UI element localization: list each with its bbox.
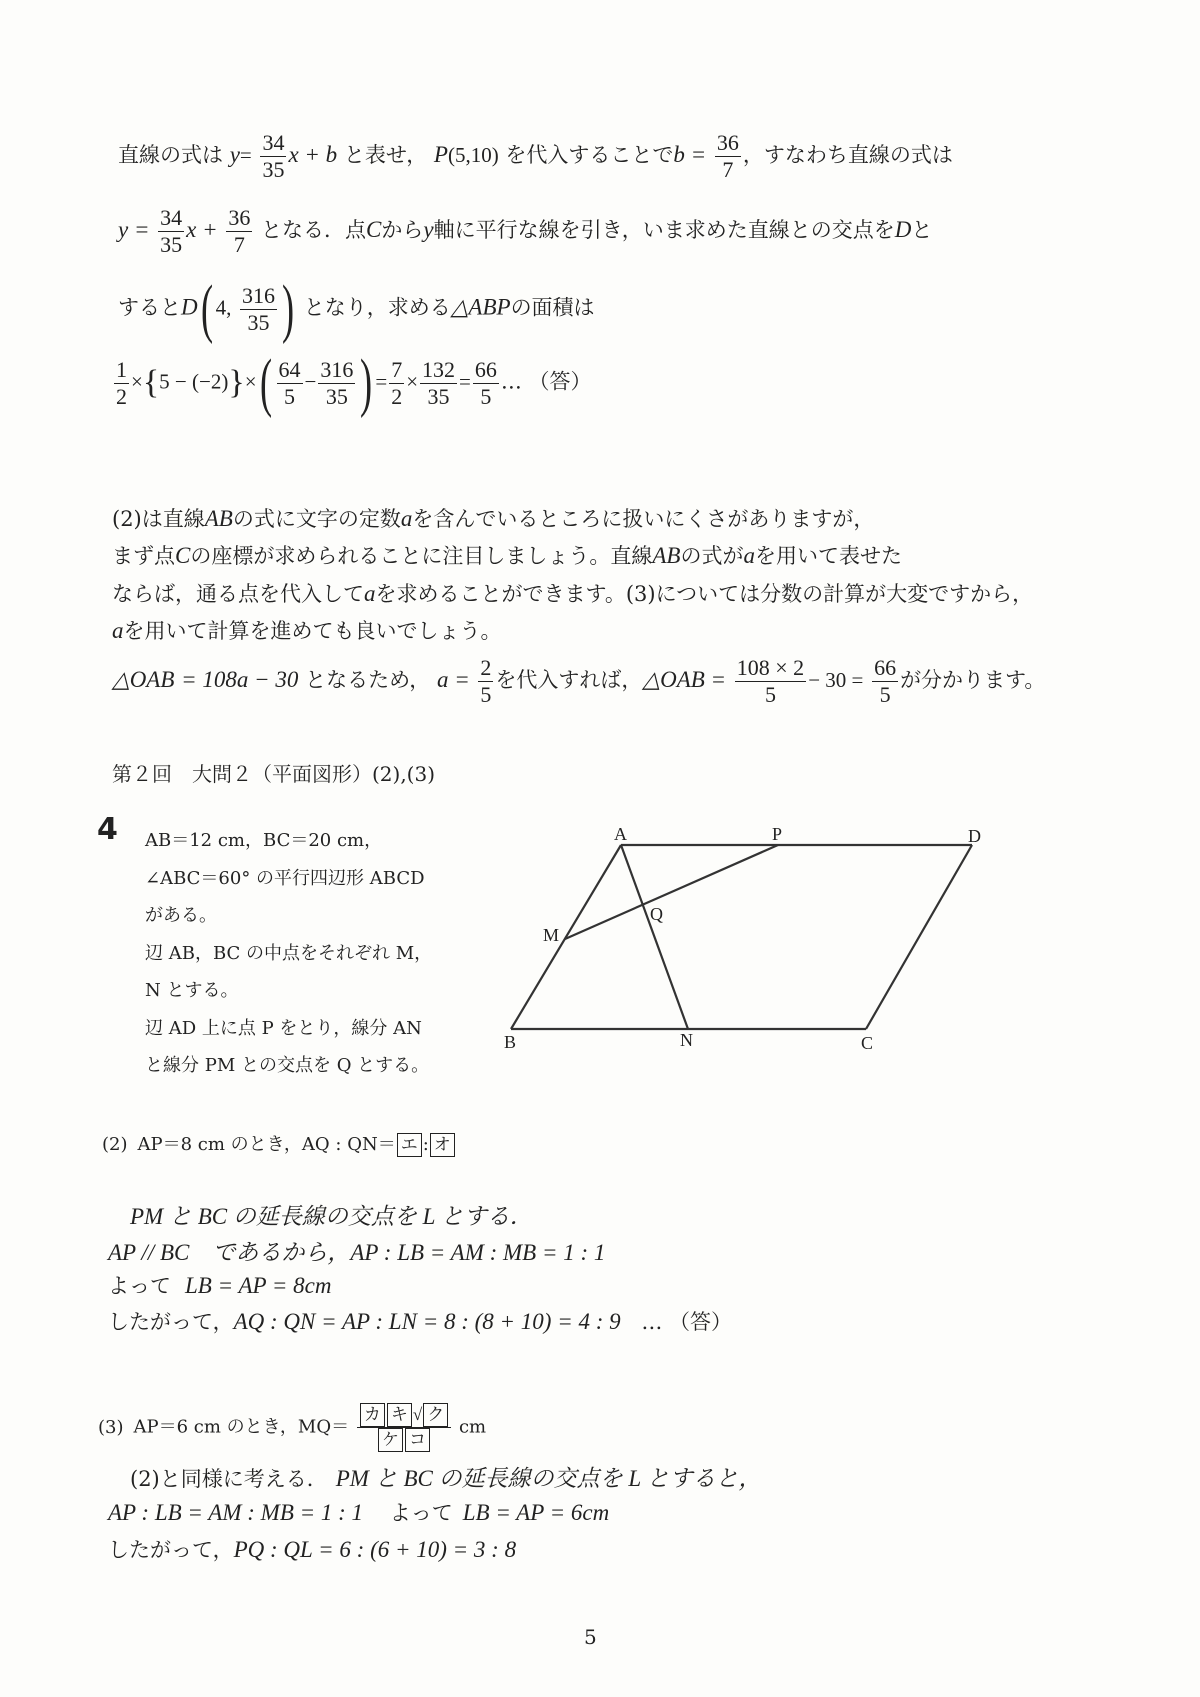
- math: ×: [406, 369, 419, 394]
- math: D: [894, 217, 912, 242]
- math: AB: [652, 543, 681, 568]
- numerator: 108 × 2: [736, 655, 805, 680]
- problem-line: N とする。: [145, 980, 239, 1001]
- text: AP // BC であるから，AP : LB = AM : MB = 1 : 1: [108, 1240, 606, 1265]
- math: a: [400, 506, 413, 531]
- denominator: 2: [116, 383, 127, 409]
- text: の面積は: [510, 295, 595, 320]
- text: を求めることができます。(3)については分数の計算が大変ですから，: [375, 582, 1034, 606]
- text: ならば，通る点を代入して: [112, 582, 364, 606]
- math: a: [743, 543, 755, 568]
- q2-solution-line-3: [108, 1270, 331, 1300]
- denominator: 35: [427, 383, 450, 409]
- q2-solution-line-1: [130, 1198, 533, 1231]
- colon: :: [422, 1134, 429, 1155]
- math: LB = AP = 6cm: [462, 1500, 610, 1525]
- text: 直線の式は: [118, 143, 223, 167]
- math: AQ : QN = AP : LN = 8 : (8 + 10) = 4 : 9: [233, 1309, 621, 1334]
- math: D: [181, 294, 198, 320]
- math: = 108a − 30: [181, 667, 299, 692]
- paren-open: (: [259, 346, 272, 419]
- denominator: 35: [247, 309, 270, 335]
- denominator: 35: [325, 383, 348, 409]
- denominator: 35: [160, 232, 183, 257]
- label-B: B: [504, 1032, 517, 1052]
- question-text: AP＝8 cm のとき，AQ : QN＝: [137, 1134, 396, 1155]
- answer-denominator: [375, 1428, 433, 1452]
- numerator: 66: [474, 356, 497, 382]
- denominator: 35: [262, 157, 285, 182]
- text: を代入すれば，: [495, 668, 643, 692]
- sqrt-icon: √: [412, 1405, 423, 1424]
- numerator: 36: [228, 205, 251, 230]
- denominator: 5: [764, 682, 776, 707]
- text: を含んでいるところに扱いにくさがありますが，: [412, 507, 875, 531]
- math: −: [304, 369, 317, 394]
- text: (2)は直線: [112, 507, 205, 531]
- label-Q: Q: [650, 904, 663, 924]
- question-text: AP＝6 cm のとき，MQ＝: [133, 1416, 350, 1438]
- math: b =: [673, 142, 707, 167]
- numerator: 66: [874, 655, 897, 680]
- math: y =: [118, 217, 150, 242]
- math: P: [433, 142, 448, 167]
- numerator: 7: [391, 356, 403, 382]
- segment-PM: [565, 845, 778, 939]
- problem-number: 4: [97, 812, 118, 847]
- paren-close: ): [360, 346, 373, 419]
- math: y: [229, 142, 240, 167]
- text: したがって，: [108, 1538, 234, 1562]
- problem-line: AB＝12 cm，BC＝20 cm，: [145, 830, 383, 851]
- math: − 30 =: [808, 668, 864, 692]
- text: の座標が求められることに注目しましょう。直線: [190, 544, 653, 568]
- answer-box-ku[interactable]: ク: [423, 1403, 448, 1427]
- math: (5,10): [447, 143, 499, 167]
- text: の式に文字の定数: [232, 507, 401, 531]
- math: =: [375, 369, 388, 394]
- answer-mark: … （答）: [641, 1310, 733, 1334]
- problem-line: ∠ABC＝60° の平行四辺形 ABCD: [145, 867, 425, 889]
- numerator: 132: [422, 356, 456, 382]
- numerator: 2: [480, 655, 492, 680]
- math: C: [366, 217, 382, 242]
- numerator: 316: [242, 282, 276, 308]
- text: を代入することで: [505, 143, 674, 167]
- section-heading: 第２回 大問２（平面図形）(2),(3): [112, 762, 436, 786]
- text: まず点: [112, 544, 175, 568]
- text: を用いて表せた: [754, 544, 902, 568]
- answer-box-ki[interactable]: キ: [387, 1403, 412, 1427]
- math: 4,: [215, 295, 232, 320]
- answer-mark: … （答）: [500, 369, 592, 394]
- numerator: 36: [716, 130, 739, 155]
- text: 軸に平行な線を引き，いま求めた直線との交点を: [433, 218, 895, 242]
- paren-open: (: [200, 272, 213, 345]
- denominator: 7: [722, 157, 734, 182]
- math: a: [112, 618, 124, 643]
- math: LB = AP = 8cm: [185, 1273, 332, 1298]
- math: PM と BC の延長線の交点を L とすると，: [335, 1466, 762, 1491]
- q3-solution-line-2: [108, 1497, 609, 1527]
- text: の式が: [680, 544, 744, 568]
- label-M: M: [543, 925, 560, 945]
- numerator: 316: [320, 356, 354, 382]
- q2-solution-line-4: [108, 1306, 732, 1336]
- problem-line: がある。: [145, 905, 217, 926]
- question-label: (3): [98, 1416, 124, 1438]
- denominator: 7: [233, 232, 245, 257]
- math: ×: [131, 369, 143, 394]
- denominator: 5: [879, 682, 891, 707]
- label-A: A: [614, 824, 627, 844]
- math: =: [459, 369, 471, 394]
- math: a =: [436, 667, 470, 692]
- denominator: 5: [480, 383, 492, 409]
- answer-box-ke[interactable]: ケ: [378, 1428, 403, 1452]
- math: PQ : QL = 6 : (6 + 10) = 3 : 8: [233, 1537, 517, 1562]
- text: が分かります。: [900, 668, 1046, 692]
- brace-open: {: [142, 364, 160, 401]
- q2-solution-line-2: [108, 1234, 605, 1267]
- math: x +: [186, 217, 218, 242]
- problem-line: 辺 AB，BC の中点をそれぞれ M，: [145, 942, 433, 964]
- text: よって: [108, 1274, 171, 1298]
- question-3: [98, 1403, 486, 1452]
- text: を用いて計算を進めても良いでしょう。: [123, 619, 502, 643]
- text: したがって，: [108, 1310, 234, 1334]
- problem-line: 辺 AD 上に点 P をとり，線分 AN: [145, 1017, 422, 1039]
- answer-numerator: [357, 1403, 451, 1428]
- edge-DC: [866, 845, 972, 1029]
- answer-box-ko[interactable]: コ: [405, 1428, 430, 1452]
- denominator: 5: [284, 383, 296, 409]
- brace-close: }: [228, 364, 245, 401]
- math: AP : LB = AM : MB = 1 : 1: [108, 1500, 364, 1525]
- label-N: N: [680, 1030, 693, 1050]
- edge-BA: [511, 845, 621, 1029]
- numerator: 1: [116, 356, 127, 382]
- answer-box-e[interactable]: エ: [397, 1133, 422, 1157]
- label-P: P: [772, 824, 783, 844]
- math: AB: [204, 506, 233, 531]
- text: (2)と同様に考える．: [130, 1467, 328, 1491]
- label-D: D: [968, 826, 981, 846]
- math: △OAB =: [642, 667, 727, 692]
- question-label: (2): [102, 1134, 128, 1155]
- paren-close: ): [281, 272, 295, 345]
- answer-box-o[interactable]: オ: [430, 1133, 455, 1157]
- math: x + b: [288, 142, 338, 167]
- math: =: [239, 143, 252, 167]
- math: 5 − (−2): [159, 369, 229, 394]
- text: PM と BC の延長線の交点を L とする．: [130, 1204, 533, 1229]
- page-number: 5: [584, 1625, 597, 1649]
- answer-fraction: [357, 1403, 451, 1452]
- math: ×: [244, 369, 257, 394]
- text: すると: [118, 295, 181, 320]
- text: となる．点: [261, 218, 367, 242]
- math: y: [423, 217, 434, 242]
- denominator: 5: [480, 682, 492, 707]
- text: と: [911, 218, 933, 242]
- text: と表せ，: [343, 143, 428, 167]
- numerator: 64: [278, 356, 301, 382]
- q3-solution-line-3: [108, 1534, 516, 1564]
- numerator: 34: [160, 205, 183, 230]
- text: ，すなわち直線の式は: [742, 143, 953, 167]
- label-C: C: [861, 1033, 874, 1053]
- q3-solution-line-1: [130, 1460, 761, 1493]
- answer-box-ka[interactable]: カ: [360, 1403, 385, 1427]
- math: C: [175, 543, 191, 568]
- math: △OAB: [112, 667, 175, 692]
- problem-line: と線分 PM との交点を Q とする。: [145, 1055, 430, 1076]
- question-2: [102, 1130, 456, 1157]
- text: となり，求める: [303, 295, 451, 320]
- segment-AN: [621, 845, 688, 1029]
- math: △ABP: [450, 294, 511, 320]
- unit: cm: [458, 1416, 487, 1438]
- text: となるため，: [305, 668, 431, 692]
- numerator: 34: [262, 130, 285, 155]
- text: よって: [389, 1501, 453, 1525]
- math: a: [364, 581, 376, 606]
- text: から: [381, 218, 424, 242]
- denominator: 2: [391, 383, 403, 409]
